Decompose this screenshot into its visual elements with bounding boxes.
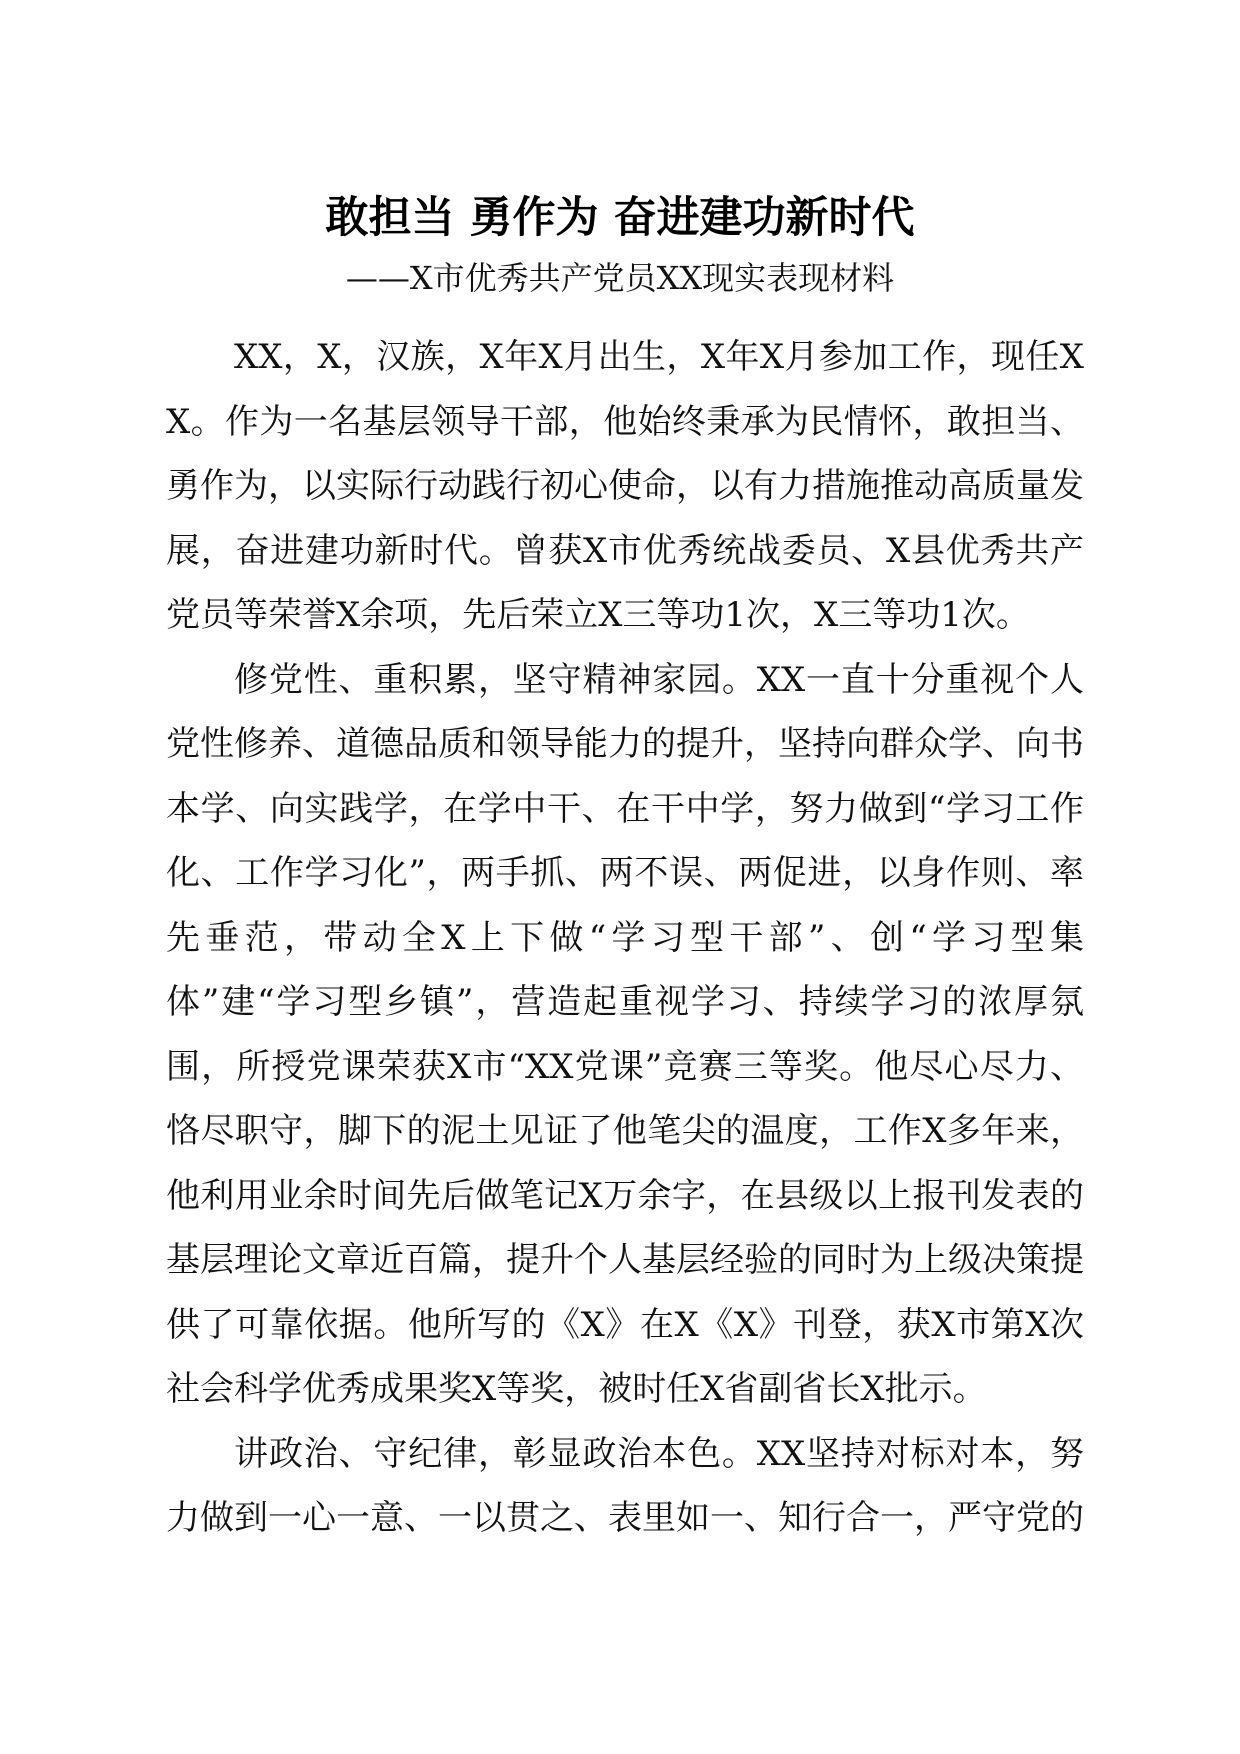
paragraph-intro: XX，X，汉族，X年X月出生，X年X月参加工作，现任XX。作为一名基层领导干部，他始终秉承为民情怀，敢担当、勇作为，以实际行动践行初心使命，以有力措施推动高质量发展，奋进建功新时代。曾获X市优秀统战委员、X县优秀共产党员等荣誉X余项，先后荣立X三等功1次，X三等功1次。 [166,337,1084,635]
paragraph-politics: 讲政治、守纪律，彰显政治本色。XX坚持对标对本，努力做到一心一意、一以贯之、表里如一、知行合一，严守党的 [166,1433,1084,1538]
document-body [166,325,1084,1551]
document-subtitle: ——X市优秀共产党员XX现实表现材料 [345,259,895,297]
paragraph-party-spirit: 修党性、重积累，坚守精神家园。XX一直十分重视个人党性修养、道德品质和领导能力的提升，坚持向群众学、向书本学、向实践学，在学中干、在干中学，努力做到“学习工作化、工作学习化”，两手抓、两不误、两促进，以身作则、率先垂范，带动全X上下做“学习型干部”、创“学习型集体”建“学习型乡镇”，营造起重视学习、持续学习的浓厚氛围，所授党课荣获X市“XX党课”竞赛三等奖。他尽心尽力、恪尽职守，脚下的泥土见证了他笔尖的温度，工作X多年来，他利用业余时间先后做笔记X万余字，在县级以上报刊发表的基层理论文章近百篇，提升个人基层经验的同时为上级决策提供了可靠依据。他所写的《X》在X《X》刊登，获X市第X次社会科学优秀成果奖X等奖，被时任X省副省长X批示。 [166,659,1084,1409]
document-title: 敢担当 勇作为 奋进建功新时代 [325,193,915,243]
